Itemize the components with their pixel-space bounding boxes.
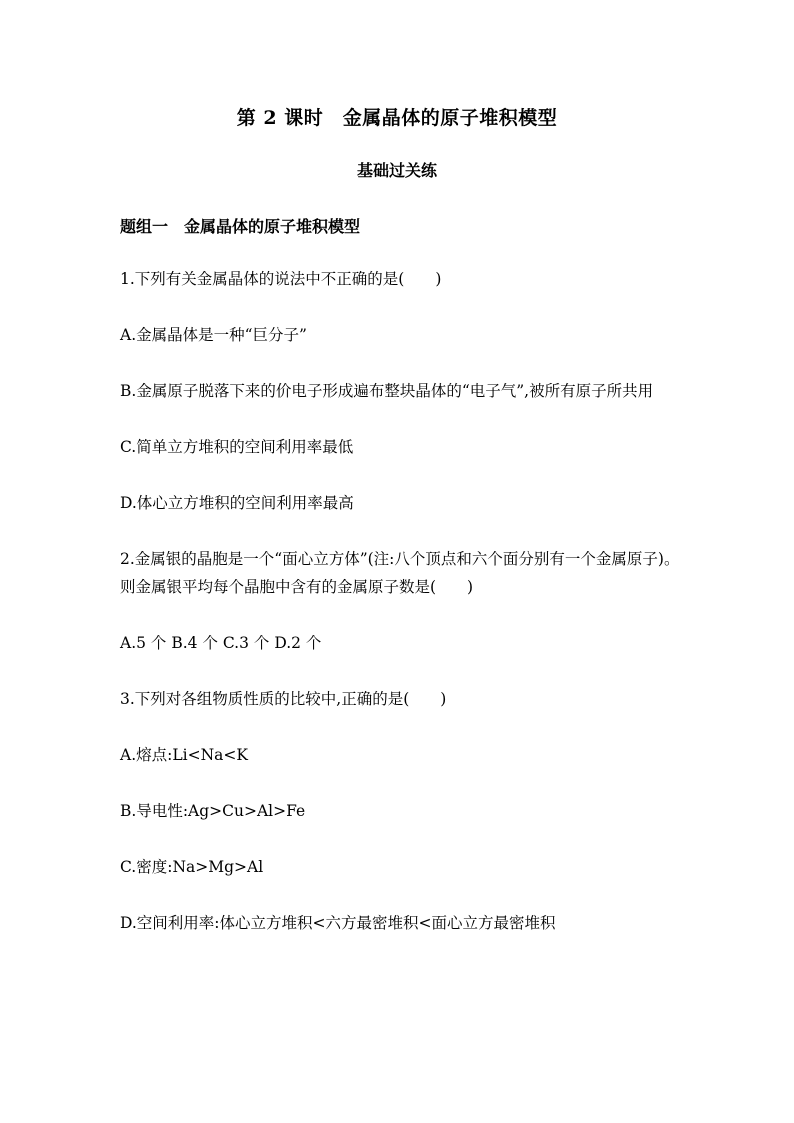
question-2-stem: 2.金属银的晶胞是一个“面心立方体”(注:八个顶点和六个面分别有一个金属原子)。则金属银平均每个晶胞中含有的金属原子数是( ) — [120, 550, 680, 596]
question-1-option-d: D.体心立方堆积的空间利用率最高 — [120, 494, 354, 512]
question-1-option-b: B.金属原子脱落下来的价电子形成遍布整块晶体的“电子气”,被所有原子所共用 — [120, 382, 654, 400]
question-2-options: A.5 个 B.4 个 C.3 个 D.2 个 — [120, 634, 322, 652]
question-3-option-a: A.熔点:Li<Na<K — [120, 746, 248, 764]
question-3-stem: 3.下列对各组物质性质的比较中,正确的是( ) — [120, 690, 447, 708]
question-3-option-d: D.空间利用率:体心立方堆积<六方最密堆积<面心立方最密堆积 — [120, 914, 556, 932]
question-1-option-c: C.简单立方堆积的空间利用率最低 — [120, 438, 354, 456]
question-1-stem: 1.下列有关金属晶体的说法中不正确的是( ) — [120, 270, 442, 288]
question-3-option-c: C.密度:Na>Mg>Al — [120, 858, 264, 876]
lesson-title: 第 2 课时 金属晶体的原子堆积模型 — [236, 107, 558, 129]
question-3-option-b: B.导电性:Ag>Cu>Al>Fe — [120, 802, 306, 820]
question-list — [120, 265, 680, 965]
question-1-option-a: A.金属晶体是一种“巨分子” — [120, 326, 307, 344]
section-heading: 题组一 金属晶体的原子堆积模型 — [120, 217, 361, 236]
exercise-subtitle: 基础过关练 — [356, 161, 437, 180]
